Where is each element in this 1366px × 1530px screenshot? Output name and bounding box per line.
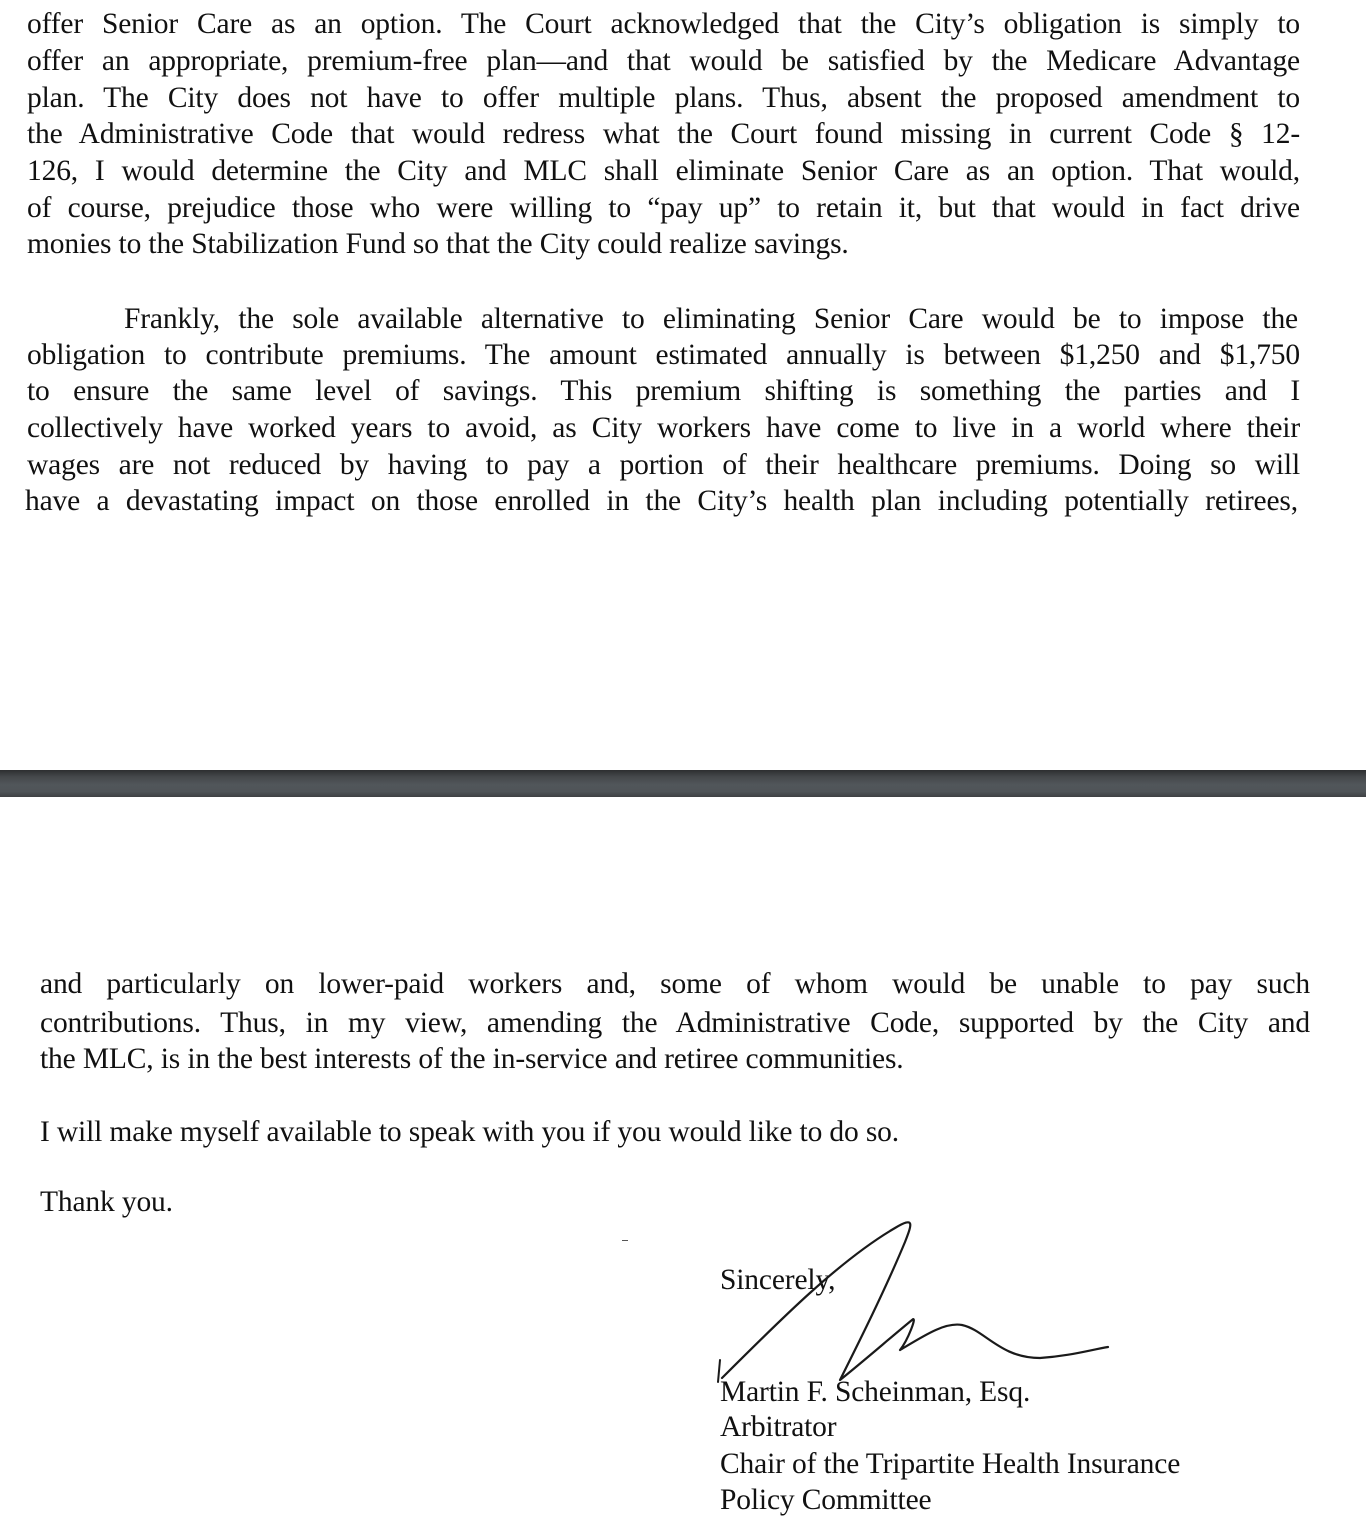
text-line: 126, I would determine the City and MLC shall eliminate Senior Care as an option. That would, xyxy=(27,155,1300,187)
text-line: have a devastating impact on those enrolled in the City’s health plan including potentially retirees, xyxy=(25,485,1298,517)
text-line: the Administrative Code that would redress what the Court found missing in current Code § 12- xyxy=(27,118,1300,150)
text-line-indented: Frankly, the sole available alternative to eliminating Senior Care would be to impose the xyxy=(124,303,1298,335)
handwritten-signature-icon xyxy=(700,1210,1120,1400)
clipped-previous-line xyxy=(27,0,1300,4)
text-line: monies to the Stabilization Fund so that the City could realize savings. xyxy=(27,228,849,260)
text-line: wages are not reduced by having to pay a portion of their healthcare premiums. Doing so will xyxy=(27,449,1300,481)
text-line: obligation to contribute premiums. The amount estimated annually is between $1,250 and $1,750 xyxy=(27,339,1300,371)
thank-you-line: Thank you. xyxy=(40,1186,173,1218)
text-line: contributions. Thus, in my view, amending the Administrative Code, supported by the City and xyxy=(40,1007,1310,1039)
text-line: offer an appropriate, premium-free plan—and that would be satisfied by the Medicare Advantage xyxy=(27,45,1300,77)
signer-role-line-1: Chair of the Tripartite Health Insurance xyxy=(720,1448,1181,1480)
text-line: plan. The City does not have to offer multiple plans. Thus, absent the proposed amendment to xyxy=(27,82,1300,114)
text-line: collectively have worked years to avoid, as City workers have come to live in a world where their xyxy=(27,412,1300,444)
scan-artifact xyxy=(622,1240,628,1241)
closing-salutation: Sincerely, xyxy=(720,1264,836,1296)
text-line: and particularly on lower-paid workers and, some of whom would be unable to pay such xyxy=(40,968,1310,1000)
availability-sentence: I will make myself available to speak with you if you would like to do so. xyxy=(40,1116,899,1148)
text-line: of course, prejudice those who were willing to “pay up” to retain it, but that would in fact drive xyxy=(27,192,1300,224)
signer-name: Martin F. Scheinman, Esq. xyxy=(720,1376,1031,1408)
document-page-2 xyxy=(0,797,1366,1530)
text-line: offer Senior Care as an option. The Court acknowledged that the City’s obligation is simply to xyxy=(27,8,1300,40)
text-line: to ensure the same level of savings. This premium shifting is something the parties and I xyxy=(27,375,1300,407)
signer-role-line-2: Policy Committee xyxy=(720,1484,932,1516)
signer-title: Arbitrator xyxy=(720,1411,837,1443)
page-break-divider xyxy=(0,770,1366,797)
text-line: the MLC, is in the best interests of the in-service and retiree communities. xyxy=(40,1043,904,1075)
